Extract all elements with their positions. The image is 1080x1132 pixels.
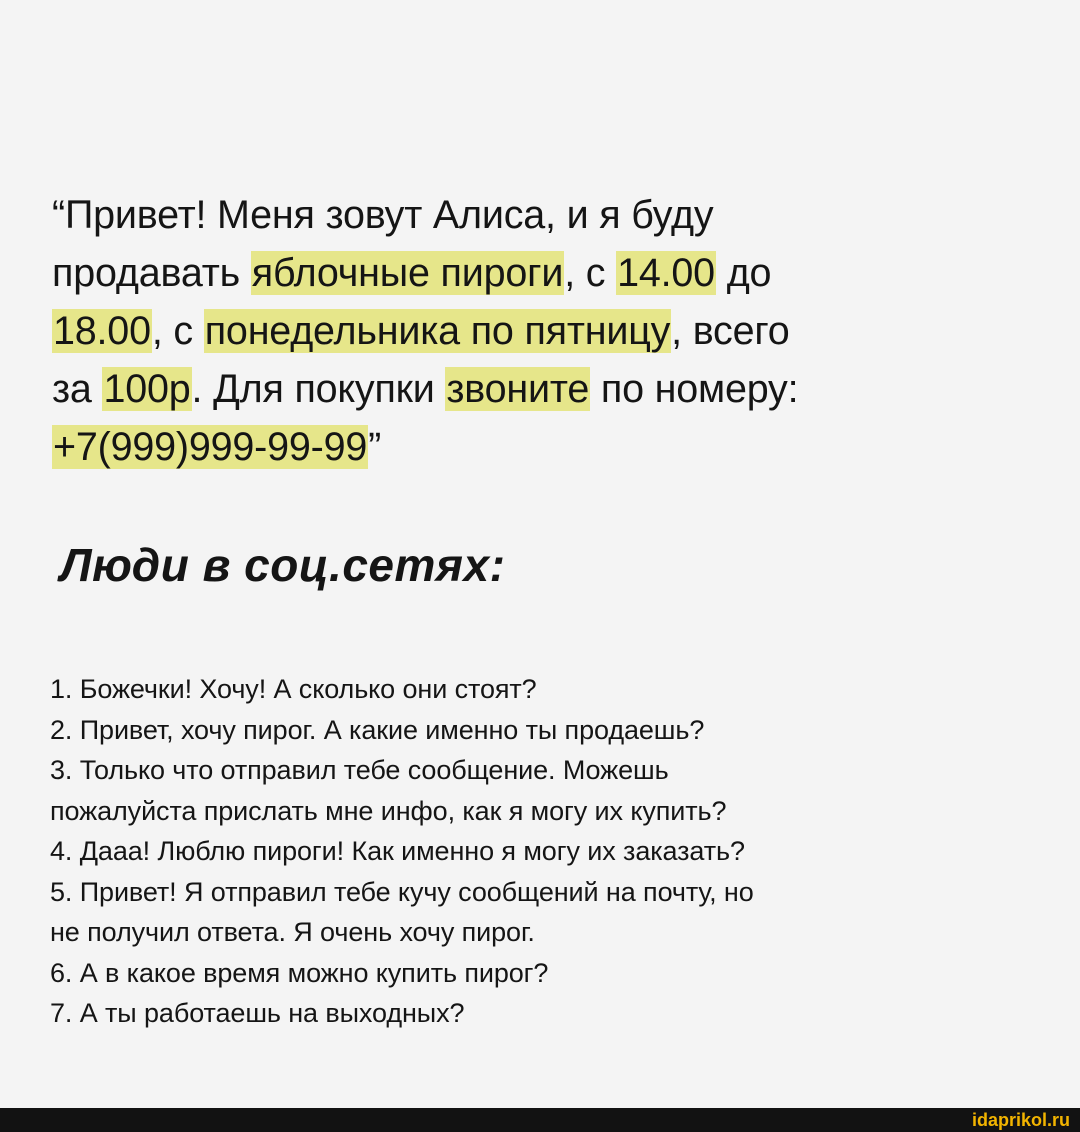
comment-line: 3. Только что отправил тебе сообщение. Можешь — [50, 755, 669, 785]
quote-text: , с — [564, 251, 617, 295]
comment-line: 7. А ты работаешь на выходных? — [50, 998, 465, 1028]
quote-text: за — [52, 367, 103, 411]
section-heading: Люди в соц.сетях: — [60, 539, 506, 591]
watermark: idaprikol.ru — [971, 1110, 1070, 1130]
quote-text: , всего — [671, 309, 790, 353]
highlight-start-time: 14.00 — [617, 251, 715, 295]
highlight-end-time: 18.00 — [53, 309, 151, 353]
comment-line: 5. Привет! Я отправил тебе кучу сообщений на почту, но — [50, 876, 754, 907]
comments-list — [50, 669, 1050, 1034]
highlight-phone: +7(999)999-99-99 — [53, 425, 368, 469]
quote-line-2 — [52, 244, 1042, 302]
quote-text: . Для покупки — [191, 367, 446, 411]
quote-text: “Привет! Меня зовут Алиса, и я буду — [52, 193, 714, 237]
comment-line: пожалуйста прислать мне инфо, как я могу их купить? — [50, 795, 727, 826]
quote-line-1 — [52, 186, 1042, 244]
comment-line: 2. Привет, хочу пирог. А какие именно ты продаешь? — [50, 714, 705, 745]
quote-text: продавать — [52, 251, 251, 295]
highlight-days: понедельника по пятницу — [204, 309, 671, 353]
comment-line: не получил ответа. Я очень хочу пирог. — [50, 917, 535, 947]
quote-text: по номеру: — [590, 367, 799, 411]
quote-line-5 — [52, 418, 1042, 476]
highlight-price: 100р — [103, 367, 191, 411]
highlight-product: яблочные пироги — [251, 251, 564, 295]
quote-line-4 — [52, 360, 1042, 418]
quote-line-3 — [52, 302, 1042, 360]
comment-line: 1. Божечки! Хочу! А сколько они стоят? — [50, 674, 537, 704]
quote-text: , с — [151, 309, 204, 353]
comment-line: 4. Дааа! Люблю пироги! Как именно я могу их заказать? — [50, 836, 745, 866]
quote-text: ” — [368, 425, 382, 469]
quote-block — [52, 186, 1042, 476]
comment-line: 6. А в какое время можно купить пирог? — [50, 957, 549, 988]
quote-text: до — [715, 251, 772, 295]
footer-bar — [0, 1108, 1080, 1132]
highlight-call: звоните — [446, 367, 590, 411]
